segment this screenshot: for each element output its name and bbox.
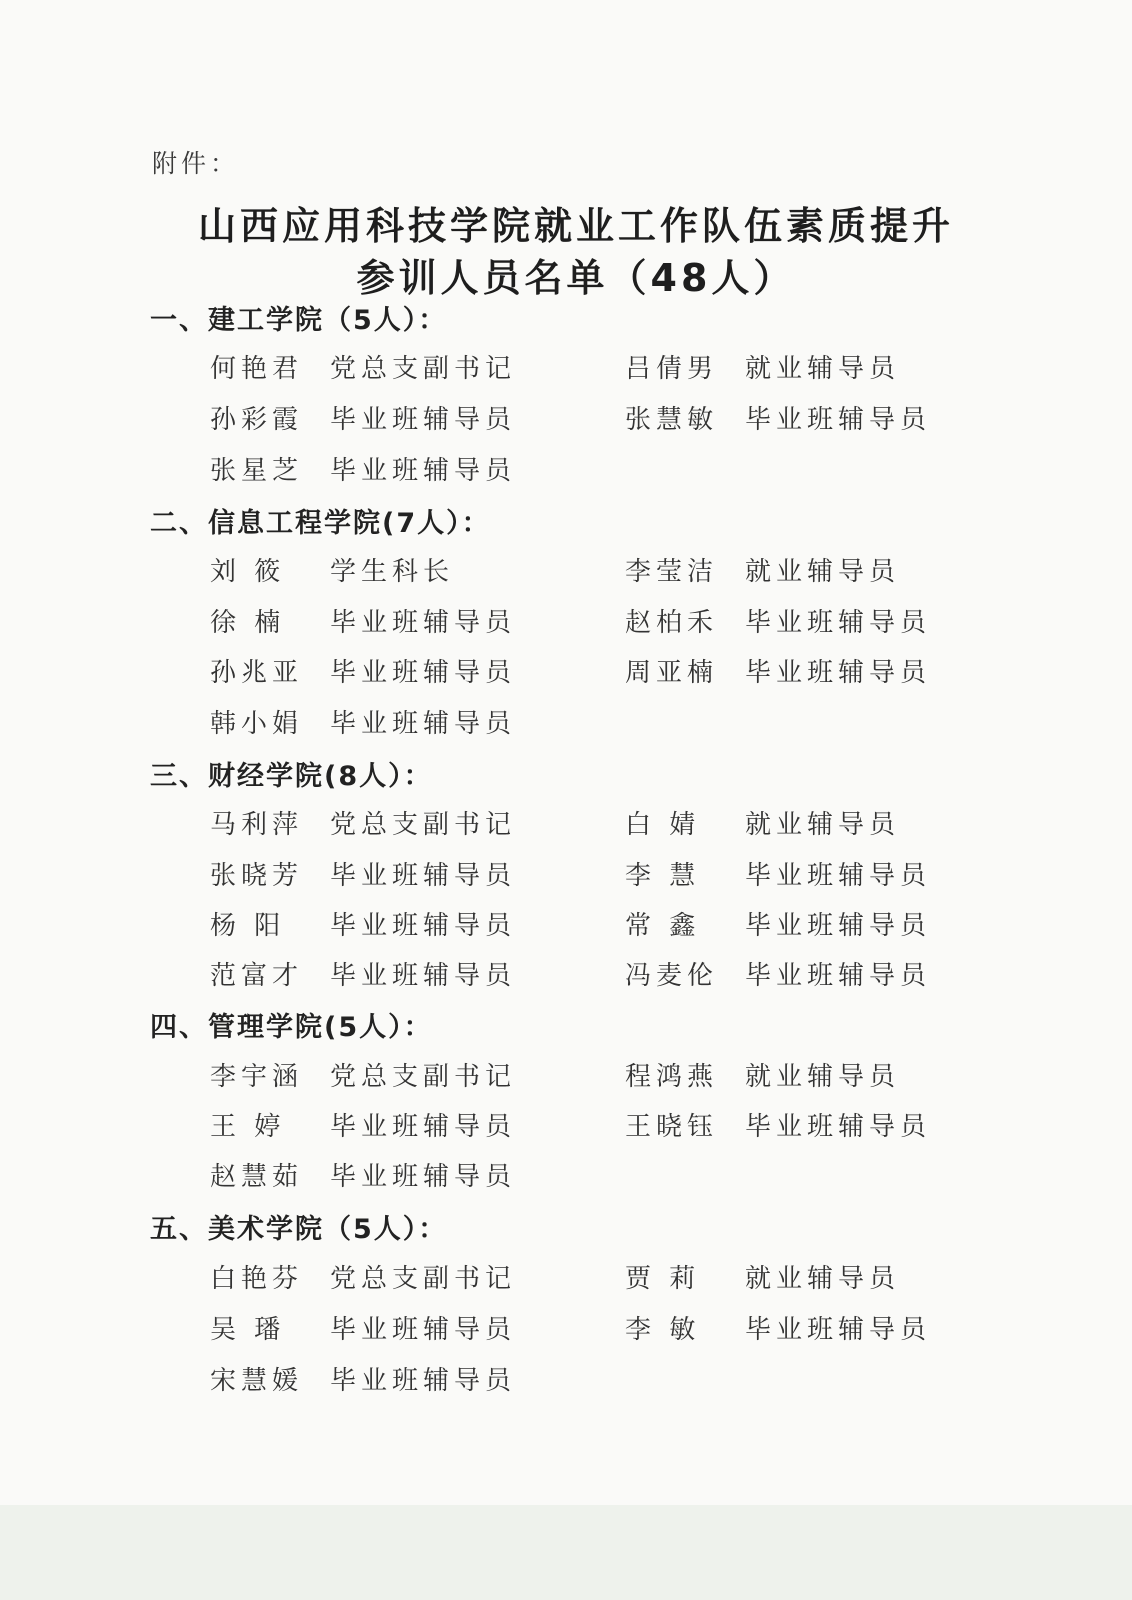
person-name: 冯麦伦 <box>625 961 719 991</box>
person-name: 韩小娟 <box>210 709 304 739</box>
person-role: 毕业班辅导员 <box>745 405 932 435</box>
person-name: 赵柏禾 <box>625 608 719 638</box>
person-name: 宋慧媛 <box>210 1366 304 1396</box>
person-name: 张慧敏 <box>625 405 719 435</box>
person-name: 马利萍 <box>210 810 304 840</box>
person-role: 就业辅导员 <box>745 1062 901 1092</box>
person-role: 就业辅导员 <box>745 810 901 840</box>
person-role: 毕业班辅导员 <box>745 861 932 891</box>
person-role: 毕业班辅导员 <box>745 911 932 941</box>
document-title-line2: 参训人员名单（48人） <box>356 256 796 300</box>
person-name: 贾 莉 <box>625 1264 701 1294</box>
person-name: 白 婧 <box>625 810 701 840</box>
scan-bottom-band <box>0 1505 1132 1600</box>
person-role: 毕业班辅导员 <box>745 1315 932 1345</box>
person-name: 刘 筱 <box>210 557 286 587</box>
person-role: 毕业班辅导员 <box>330 1315 517 1345</box>
person-role: 就业辅导员 <box>745 557 901 587</box>
person-name: 赵慧茹 <box>210 1162 304 1192</box>
attachment-label: 附件： <box>152 149 240 178</box>
person-role: 毕业班辅导员 <box>745 658 932 688</box>
person-role: 毕业班辅导员 <box>745 1112 932 1142</box>
person-name: 孙彩霞 <box>210 405 304 435</box>
person-role: 毕业班辅导员 <box>330 456 517 486</box>
person-name: 何艳君 <box>210 354 304 384</box>
person-role: 毕业班辅导员 <box>330 961 517 991</box>
person-name: 李 慧 <box>625 861 701 891</box>
person-role: 党总支副书记 <box>330 1264 517 1294</box>
person-role: 毕业班辅导员 <box>330 1366 517 1396</box>
person-role: 党总支副书记 <box>330 354 517 384</box>
person-role: 党总支副书记 <box>330 1062 517 1092</box>
document-title-line1: 山西应用科技学院就业工作队伍素质提升 <box>197 204 954 248</box>
person-name: 张星芝 <box>210 456 304 486</box>
person-role: 毕业班辅导员 <box>330 1162 517 1192</box>
person-role: 毕业班辅导员 <box>745 961 932 991</box>
person-role: 毕业班辅导员 <box>330 405 517 435</box>
person-name: 徐 楠 <box>210 608 286 638</box>
section-heading: 二、信息工程学院(7人）： <box>150 508 491 539</box>
person-role: 毕业班辅导员 <box>330 1112 517 1142</box>
person-role: 学生科长 <box>330 557 455 587</box>
person-name: 周亚楠 <box>625 658 719 688</box>
person-role: 毕业班辅导员 <box>745 608 932 638</box>
person-name: 王 婷 <box>210 1112 286 1142</box>
person-name: 吴 璠 <box>210 1315 286 1345</box>
person-name: 李莹洁 <box>625 557 719 587</box>
person-role: 党总支副书记 <box>330 810 517 840</box>
section-heading: 四、管理学院(5人）： <box>150 1012 433 1043</box>
person-name: 杨 阳 <box>210 911 286 941</box>
person-name: 孙兆亚 <box>210 658 304 688</box>
person-name: 吕倩男 <box>625 354 719 384</box>
person-role: 就业辅导员 <box>745 354 901 384</box>
person-name: 李宇涵 <box>210 1062 304 1092</box>
person-name: 白艳芬 <box>210 1264 304 1294</box>
person-role: 毕业班辅导员 <box>330 709 517 739</box>
person-role: 就业辅导员 <box>745 1264 901 1294</box>
section-heading: 一、建工学院（5人）： <box>150 305 448 336</box>
person-name: 范富才 <box>210 961 304 991</box>
person-role: 毕业班辅导员 <box>330 911 517 941</box>
person-name: 王晓钰 <box>625 1112 719 1142</box>
person-name: 程鸿燕 <box>625 1062 719 1092</box>
person-name: 李 敏 <box>625 1315 701 1345</box>
person-role: 毕业班辅导员 <box>330 861 517 891</box>
section-heading: 五、美术学院（5人）： <box>150 1214 448 1245</box>
person-role: 毕业班辅导员 <box>330 658 517 688</box>
person-name: 张晓芳 <box>210 861 304 891</box>
person-name: 常 鑫 <box>625 911 701 941</box>
section-heading: 三、财经学院(8人）： <box>150 761 433 792</box>
person-role: 毕业班辅导员 <box>330 608 517 638</box>
